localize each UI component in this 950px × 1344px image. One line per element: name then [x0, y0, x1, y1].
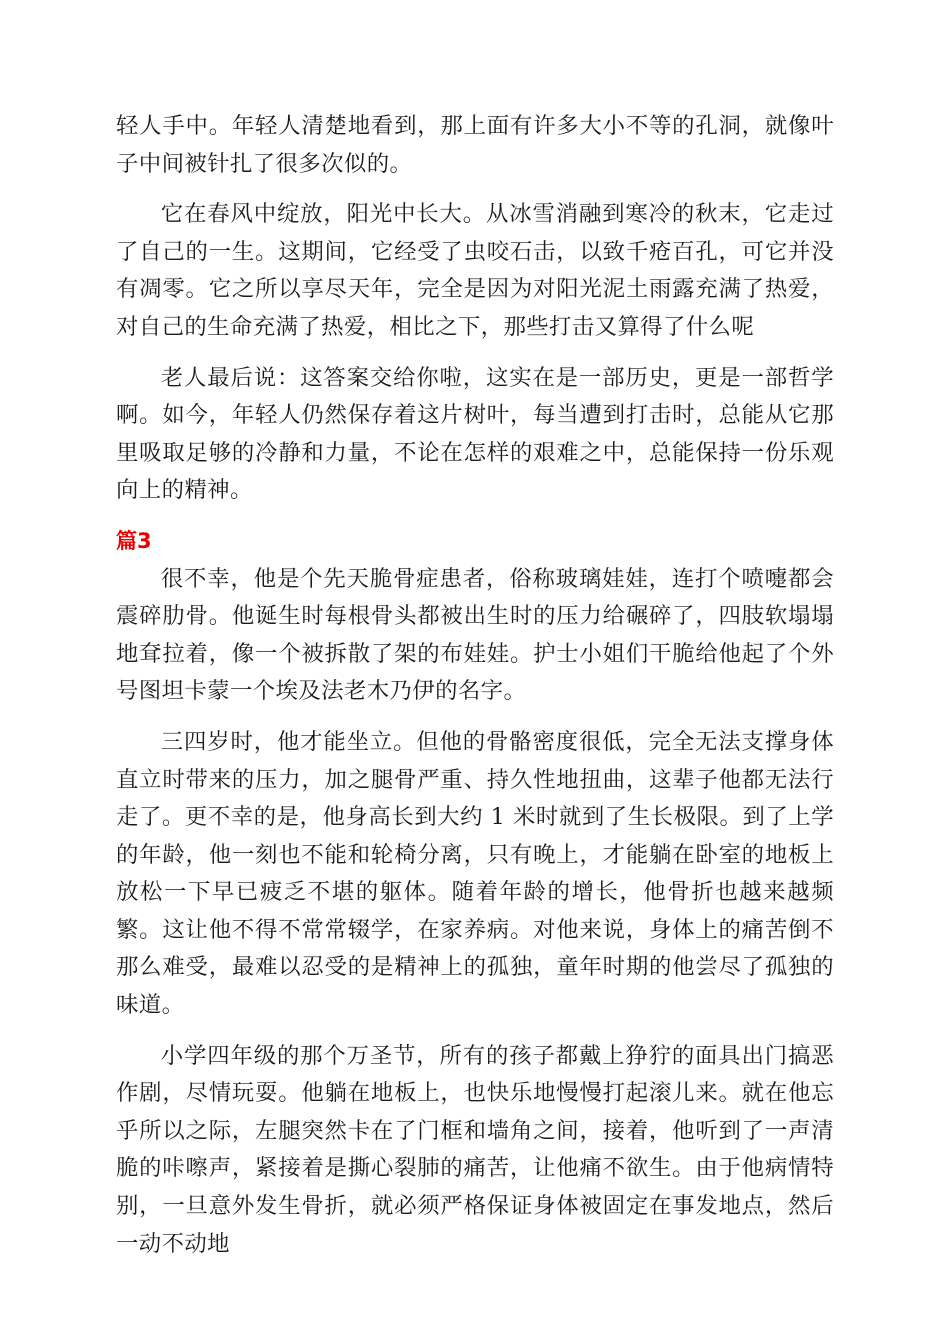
paragraph-continued: 轻人手中。年轻人清楚地看到，那上面有许多大小不等的孔洞，就像叶子中间被针扎了很多次似的。	[116, 113, 834, 177]
paragraph: 小学四年级的那个万圣节，所有的孩子都戴上狰狞的面具出门搞恶作剧，尽情玩耍。他躺在地板上，也快乐地慢慢打起滚儿来。就在他忘乎所以之际，左腿突然卡在了门框和墙角之间，接着，他听到了一声清脆的咔嚓声，紧接着是撕心裂肺的痛苦，让他痛不欲生。由于他病情特别，一旦意外发生骨折，就必须严格保证身体被固定在事发地点，然后一动不动地	[116, 1042, 834, 1257]
paragraph: 老人最后说：这答案交给你啦，这实在是一部历史，更是一部哲学啊。如今，年轻人仍然保存着这片树叶，每当遭到打击时，总能从它那里吸取足够的冷静和力量，不论在怎样的艰难之中，总能保持一份乐观向上的精神。	[116, 364, 834, 504]
paragraph: 三四岁时，他才能坐立。但他的骨骼密度很低，完全无法支撑身体直立时带来的压力，加之腿骨严重、持久性地扭曲，这辈子他都无法行走了。更不幸的是，他身高长到大约 1 米时就到了生长极限。到了上学的年龄，他一刻也不能和轮椅分离，只有晚上，才能躺在卧室的地板上放松一下早已疲乏不堪的躯体。随着年龄的增长，他骨折也越来越频繁。这让他不得不常常辍学，在家养病。对他来说，身体上的痛苦倒不那么难受，最难以忍受的是精神上的孤独，童年时期的他尝尽了孤独的味道。	[116, 728, 834, 1019]
document-body	[116, 108, 834, 1263]
section-heading: 篇3	[116, 528, 152, 553]
paragraph: 很不幸，他是个先天脆骨症患者，俗称玻璃娃娃，连打个喷嚏都会震碎肋骨。他诞生时每根骨头都被出生时的压力给碾碎了，四肢软塌塌地耷拉着，像一个被拆散了架的布娃娃。护士小姐们干脆给他起了个外号图坦卡蒙一个埃及法老木乃伊的名字。	[116, 565, 834, 705]
paragraph: 它在春风中绽放，阳光中长大。从冰雪消融到寒冷的秋末，它走过了自己的一生。这期间，它经受了虫咬石击，以致千疮百孔，可它并没有凋零。它之所以享尽天年，完全是因为对阳光泥土雨露充满了热爱，对自己的生命充满了热爱，相比之下，那些打击又算得了什么呢	[116, 201, 834, 340]
